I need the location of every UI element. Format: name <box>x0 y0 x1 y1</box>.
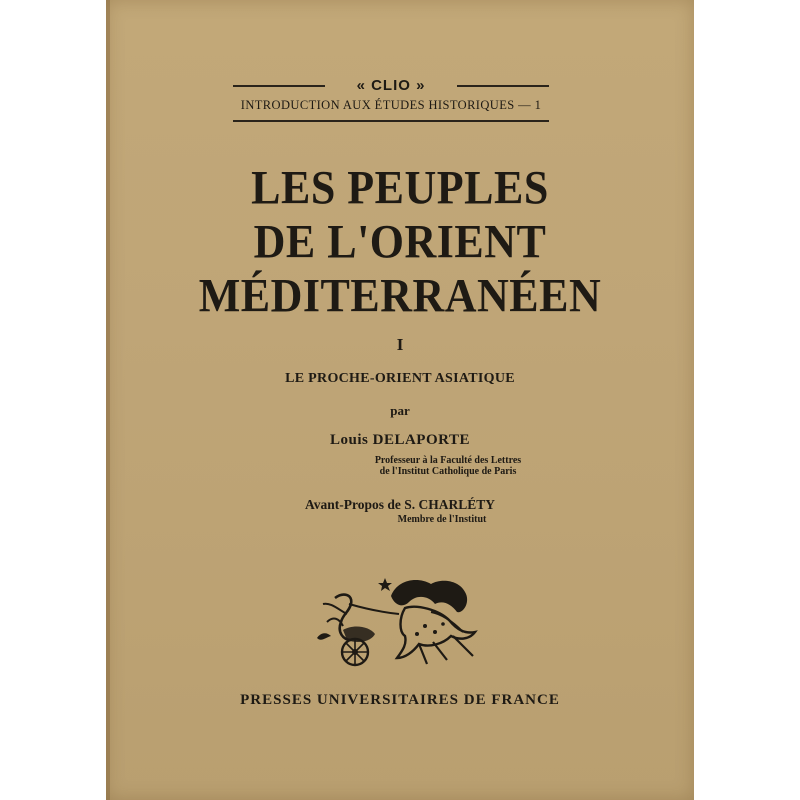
author-name: Louis DELAPORTE <box>330 432 470 448</box>
by-label: par <box>390 403 410 418</box>
series-subtitle: INTRODUCTION AUX ÉTUDES HISTORIQUES — 1 <box>240 98 542 112</box>
chariot-horses-emblem-icon <box>313 574 483 670</box>
book-title-line-3: MÉDITERRANÉEN <box>198 269 602 323</box>
series-name: « CLIO » <box>356 77 426 94</box>
volume-number: I <box>396 335 404 354</box>
author-affiliation-2: de l'Institut Catholique de Paris <box>379 466 517 477</box>
book-cover <box>106 0 694 800</box>
publisher-name: PRESSES UNIVERSITAIRES DE FRANCE <box>240 692 560 708</box>
book-title-line-2: DE L'ORIENT <box>253 215 547 269</box>
foreword-note: Membre de l'Institut <box>397 514 487 525</box>
author-affiliation-1: Professeur à la Faculté des Lettres <box>374 455 522 466</box>
cover-edge <box>106 0 110 800</box>
book-title-line-1: LES PEUPLES <box>251 161 549 215</box>
foreword-credit: Avant-Propos de S. CHARLÉTY <box>304 497 496 512</box>
book-subtitle: LE PROCHE-ORIENT ASIATIQUE <box>285 371 515 386</box>
series-rule-bottom <box>233 120 549 122</box>
